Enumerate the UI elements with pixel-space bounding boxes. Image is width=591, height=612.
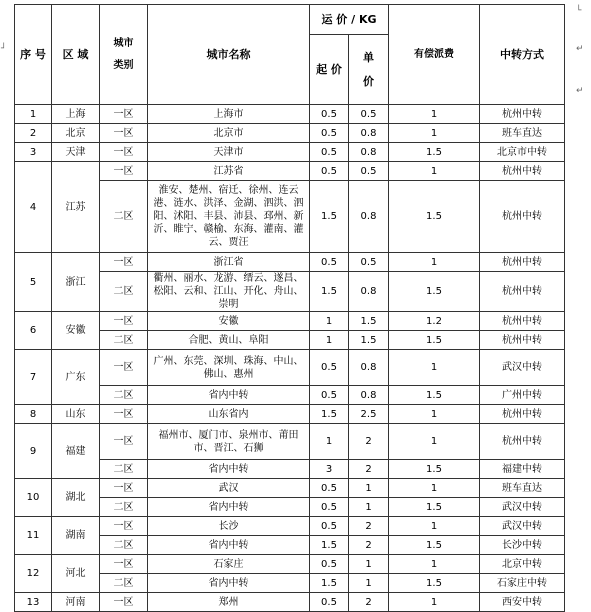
unit-price-cell: 1 — [349, 555, 389, 574]
city-type-cell: 二区 — [100, 331, 148, 350]
start-price-cell: 3 — [310, 460, 349, 479]
start-price-cell: 1 — [310, 424, 349, 460]
city-type-cell: 一区 — [100, 350, 148, 386]
table-row — [15, 593, 565, 612]
unit-price-cell: 0.8 — [349, 181, 389, 253]
transfer-mode-cell: 杭州中转 — [480, 272, 565, 312]
table-row — [15, 162, 565, 181]
delivery-fee-cell: 1 — [389, 124, 480, 143]
start-price-cell: 1.5 — [310, 272, 349, 312]
delivery-fee-cell: 1.5 — [389, 272, 480, 312]
rate-table — [14, 4, 565, 612]
transfer-mode-cell: 石家庄中转 — [480, 574, 565, 593]
seq-cell: 13 — [15, 593, 52, 612]
start-price-cell: 0.5 — [310, 498, 349, 517]
region-cell: 天津 — [52, 143, 100, 162]
header-city-type-top: 城市 — [113, 37, 134, 49]
start-price-cell: 0.5 — [310, 105, 349, 124]
region-cell: 山东 — [52, 405, 100, 424]
header-city-type-bottom: 类别 — [113, 59, 134, 71]
delivery-fee-cell: 1.5 — [389, 460, 480, 479]
unit-price-cell: 0.8 — [349, 386, 389, 405]
seq-cell: 2 — [15, 124, 52, 143]
city-name-cell: 省内中转 — [148, 386, 310, 405]
city-name-cell: 郑州 — [148, 593, 310, 612]
region-cell: 湖南 — [52, 517, 100, 555]
header-region: 区 域 — [52, 5, 100, 105]
header-seq: 序 号 — [15, 5, 52, 105]
header-transfer-mode: 中转方式 — [480, 5, 565, 105]
header-unit-bottom: 价 — [363, 74, 374, 88]
table-move-mark: └ — [576, 6, 582, 16]
start-price-cell: 0.5 — [310, 517, 349, 536]
start-price-cell: 0.5 — [310, 350, 349, 386]
seq-cell: 4 — [15, 162, 52, 253]
city-name-cell: 浙江省 — [148, 253, 310, 272]
city-type-cell: 一区 — [100, 593, 148, 612]
city-type-cell: 二区 — [100, 386, 148, 405]
delivery-fee-cell: 1.5 — [389, 498, 480, 517]
start-price-cell: 0.5 — [310, 593, 349, 612]
city-type-cell: 一区 — [100, 517, 148, 536]
paragraph-mark: ↵ — [576, 44, 584, 54]
delivery-fee-cell: 1 — [389, 555, 480, 574]
transfer-mode-cell: 班车直达 — [480, 479, 565, 498]
city-type-cell: 一区 — [100, 253, 148, 272]
seq-cell: 6 — [15, 312, 52, 350]
transfer-mode-cell: 杭州中转 — [480, 424, 565, 460]
start-price-cell: 1.5 — [310, 181, 349, 253]
table-row — [15, 253, 565, 272]
delivery-fee-cell: 1.5 — [389, 143, 480, 162]
table-row — [15, 105, 565, 124]
city-type-cell: 一区 — [100, 312, 148, 331]
delivery-fee-cell: 1 — [389, 253, 480, 272]
transfer-mode-cell: 武汉中转 — [480, 350, 565, 386]
city-name-cell: 上海市 — [148, 105, 310, 124]
city-name-cell: 山东省内 — [148, 405, 310, 424]
city-name-cell: 天津市 — [148, 143, 310, 162]
unit-price-cell: 2 — [349, 460, 389, 479]
header-city-name: 城市名称 — [148, 5, 310, 105]
city-type-cell: 二区 — [100, 574, 148, 593]
unit-price-cell: 0.5 — [349, 105, 389, 124]
transfer-mode-cell: 杭州中转 — [480, 331, 565, 350]
delivery-fee-cell: 1.5 — [389, 181, 480, 253]
start-price-cell: 1 — [310, 312, 349, 331]
city-name-cell: 北京市 — [148, 124, 310, 143]
region-cell: 广东 — [52, 350, 100, 405]
seq-cell: 1 — [15, 105, 52, 124]
table-row — [15, 124, 565, 143]
unit-price-cell: 2 — [349, 593, 389, 612]
delivery-fee-cell: 1 — [389, 405, 480, 424]
table-row — [15, 405, 565, 424]
city-type-cell: 一区 — [100, 479, 148, 498]
table-row — [15, 555, 565, 574]
start-price-cell: 0.5 — [310, 479, 349, 498]
delivery-fee-cell: 1 — [389, 162, 480, 181]
header-start-price: 起 价 — [310, 35, 349, 105]
transfer-mode-cell: 西安中转 — [480, 593, 565, 612]
table-handle-mark: ┘ — [1, 44, 7, 54]
transfer-mode-cell: 武汉中转 — [480, 517, 565, 536]
start-price-cell: 0.5 — [310, 386, 349, 405]
table-row — [15, 312, 565, 331]
delivery-fee-cell: 1 — [389, 350, 480, 386]
city-name-cell: 省内中转 — [148, 574, 310, 593]
seq-cell: 11 — [15, 517, 52, 555]
transfer-mode-cell: 杭州中转 — [480, 405, 565, 424]
delivery-fee-cell: 1.5 — [389, 574, 480, 593]
start-price-cell: 1.5 — [310, 574, 349, 593]
city-type-cell: 一区 — [100, 143, 148, 162]
city-type-cell: 一区 — [100, 405, 148, 424]
city-name-cell: 淮安、楚州、宿迁、徐州、连云港、涟水、洪泽、金湖、泗洪、泗阳、沭阳、丰县、沛县、邳州、新沂、睢宁、赣榆、东海、灌南、灌云、贾汪 — [148, 181, 310, 253]
region-cell: 湖北 — [52, 479, 100, 517]
transfer-mode-cell: 杭州中转 — [480, 162, 565, 181]
region-cell: 河南 — [52, 593, 100, 612]
header-city-type — [100, 5, 148, 105]
unit-price-cell: 1 — [349, 498, 389, 517]
city-name-cell: 省内中转 — [148, 498, 310, 517]
city-name-cell: 江苏省 — [148, 162, 310, 181]
delivery-fee-cell: 1 — [389, 479, 480, 498]
seq-cell: 7 — [15, 350, 52, 405]
city-name-cell: 衢州、丽水、龙游、缙云、遂昌、松阳、云和、江山、开化、舟山、崇明 — [148, 272, 310, 312]
transfer-mode-cell: 广州中转 — [480, 386, 565, 405]
seq-cell: 10 — [15, 479, 52, 517]
city-type-cell: 二区 — [100, 460, 148, 479]
unit-price-cell: 0.8 — [349, 272, 389, 312]
region-cell: 北京 — [52, 124, 100, 143]
transfer-mode-cell: 杭州中转 — [480, 105, 565, 124]
city-type-cell: 一区 — [100, 124, 148, 143]
transfer-mode-cell: 班车直达 — [480, 124, 565, 143]
seq-cell: 12 — [15, 555, 52, 593]
unit-price-cell: 0.5 — [349, 253, 389, 272]
unit-price-cell: 0.5 — [349, 162, 389, 181]
start-price-cell: 0.5 — [310, 253, 349, 272]
delivery-fee-cell: 1 — [389, 593, 480, 612]
table-row — [15, 479, 565, 498]
transfer-mode-cell: 武汉中转 — [480, 498, 565, 517]
start-price-cell: 0.5 — [310, 555, 349, 574]
city-type-cell: 一区 — [100, 555, 148, 574]
unit-price-cell: 1 — [349, 574, 389, 593]
city-name-cell: 武汉 — [148, 479, 310, 498]
header-rate: 运 价 / KG — [310, 5, 389, 35]
delivery-fee-cell: 1.5 — [389, 536, 480, 555]
city-name-cell: 广州、东莞、深圳、珠海、中山、佛山、惠州 — [148, 350, 310, 386]
start-price-cell: 0.5 — [310, 162, 349, 181]
unit-price-cell: 0.8 — [349, 143, 389, 162]
transfer-mode-cell: 福建中转 — [480, 460, 565, 479]
city-type-cell: 一区 — [100, 424, 148, 460]
unit-price-cell: 2 — [349, 424, 389, 460]
unit-price-cell: 0.8 — [349, 124, 389, 143]
transfer-mode-cell: 杭州中转 — [480, 181, 565, 253]
unit-price-cell: 2 — [349, 536, 389, 555]
start-price-cell: 0.5 — [310, 143, 349, 162]
unit-price-cell: 1.5 — [349, 331, 389, 350]
start-price-cell: 0.5 — [310, 124, 349, 143]
table-row — [15, 517, 565, 536]
seq-cell: 8 — [15, 405, 52, 424]
seq-cell: 5 — [15, 253, 52, 312]
delivery-fee-cell: 1 — [389, 424, 480, 460]
city-name-cell: 长沙 — [148, 517, 310, 536]
delivery-fee-cell: 1.2 — [389, 312, 480, 331]
header-unit-top: 单 — [363, 50, 374, 64]
transfer-mode-cell: 北京市中转 — [480, 143, 565, 162]
table-row — [15, 350, 565, 386]
table-row — [15, 143, 565, 162]
city-name-cell: 安徽 — [148, 312, 310, 331]
city-name-cell: 省内中转 — [148, 536, 310, 555]
header-unit-price — [349, 35, 389, 105]
city-name-cell: 合肥、黄山、阜阳 — [148, 331, 310, 350]
table-row — [15, 424, 565, 460]
unit-price-cell: 1.5 — [349, 312, 389, 331]
delivery-fee-cell: 1 — [389, 105, 480, 124]
region-cell: 福建 — [52, 424, 100, 479]
delivery-fee-cell: 1.5 — [389, 331, 480, 350]
transfer-mode-cell: 北京中转 — [480, 555, 565, 574]
delivery-fee-cell: 1 — [389, 517, 480, 536]
transfer-mode-cell: 长沙中转 — [480, 536, 565, 555]
start-price-cell: 1.5 — [310, 405, 349, 424]
unit-price-cell: 2.5 — [349, 405, 389, 424]
city-type-cell: 二区 — [100, 536, 148, 555]
city-type-cell: 一区 — [100, 105, 148, 124]
region-cell: 浙江 — [52, 253, 100, 312]
delivery-fee-cell: 1.5 — [389, 386, 480, 405]
transfer-mode-cell: 杭州中转 — [480, 312, 565, 331]
seq-cell: 3 — [15, 143, 52, 162]
header-delivery-fee: 有偿派费 — [389, 5, 480, 105]
region-cell: 河北 — [52, 555, 100, 593]
city-name-cell: 福州市、厦门市、泉州市、莆田市、晋江、石狮 — [148, 424, 310, 460]
city-type-cell: 二区 — [100, 498, 148, 517]
city-name-cell: 石家庄 — [148, 555, 310, 574]
seq-cell: 9 — [15, 424, 52, 479]
unit-price-cell: 2 — [349, 517, 389, 536]
transfer-mode-cell: 杭州中转 — [480, 253, 565, 272]
region-cell: 安徽 — [52, 312, 100, 350]
start-price-cell: 1.5 — [310, 536, 349, 555]
paragraph-mark: ↵ — [576, 86, 584, 96]
unit-price-cell: 0.8 — [349, 350, 389, 386]
city-type-cell: 一区 — [100, 162, 148, 181]
city-type-cell: 二区 — [100, 272, 148, 312]
city-name-cell: 省内中转 — [148, 460, 310, 479]
city-type-cell: 二区 — [100, 181, 148, 253]
start-price-cell: 1 — [310, 331, 349, 350]
unit-price-cell: 1 — [349, 479, 389, 498]
region-cell: 上海 — [52, 105, 100, 124]
region-cell: 江苏 — [52, 162, 100, 253]
